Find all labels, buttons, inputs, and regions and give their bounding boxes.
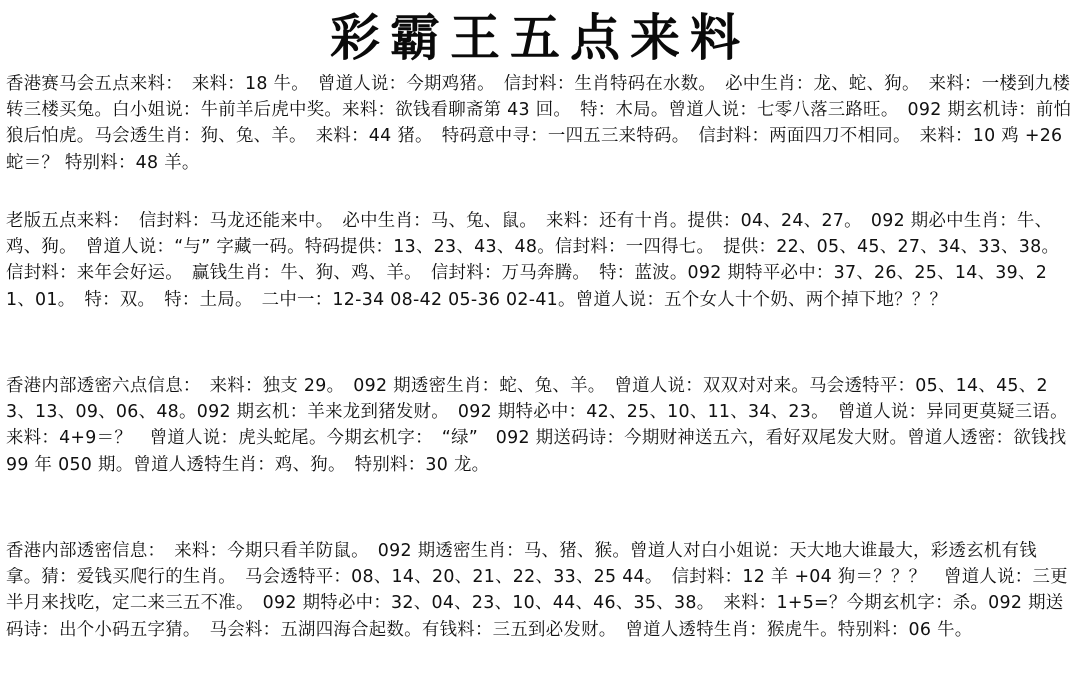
section-hk-internal-info: 香港内部透密信息： 来料：今期只看羊防鼠。 092 期透密生肖：马、猪、猴。曾道人对白小姐说：天大地大谁最大，彩透玄机有钱拿。猜：爱钱买爬行的生肖。 马会透特平：08、14、20、21、22、33、25 44。 信封料：12 羊 +04 狗＝？？？ 曾道人说：三更半月来找吃，定二来三五不准。 092 期特必中：32、04、23、10、44、46、35、38。 来料：1+5=？今期玄机字：杀。092 期送码诗：出个小码五字猜。 马会料：五湖四海合起数。有钱料：三五到必发财。 曾道人透特生肖：猴虎牛。特别料：06 牛。 xyxy=(6,541,1068,640)
page-title: 彩霸王五点来料 xyxy=(330,8,750,67)
section-hk-internal-six-point: 香港内部透密六点信息： 来料：独支 29。 092 期透密生肖：蛇、兔、羊。 曾道人说：双双对对来。马会透特平：05、14、45、23、13、09、06、48。092 期玄机：羊来龙到猪发财。 092 期特必中：42、25、10、11、34、23。 曾道人说：异同更莫疑三语。 来料：4+9＝？ 曾道人说：虎头蛇尾。今期玄机字： “绿” 092 期送码诗：今期财神送五六，看好双尾发大财。曾道人透密：欲钱找 99 年 050 期。曾道人透特生肖：鸡、狗。 特别料：30 龙。 xyxy=(6,376,1077,475)
section-hk-jockey-five-point: 香港赛马会五点来料： 来料：18 牛。 曾道人说：今期鸡猪。 信封料：生肖特码在水数。 必中生肖：龙、蛇、狗。 来料：一楼到九楼转三楼买兔。白小姐说：牛前羊后虎中奖。来料：欲钱看聊斋第 43 回。 特：木局。曾道人说：七零八落三路旺。 092 期玄机诗：前怕狼后怕虎。马会透生肖：狗、兔、羊。 来料：44 猪。 特码意中寻：一四五三来特码。 信封料：两面四刀不相同。 来料：10 鸡 +26 蛇＝？ 特别料：48 羊。 xyxy=(6,74,1072,173)
section-old-edition-five-point: 老版五点来料： 信封料：马龙还能来中。 必中生肖：马、兔、鼠。 来料：还有十肖。提供：04、24、27。 092 期必中生肖：牛、鸡、狗。 曾道人说：“与” 字藏一码。特码提供：13、23、43、48。信封料：一四得七。 提供：22、05、45、27、34、33、38。 信封料：来年会好运。 赢钱生肖：牛、狗、鸡、羊。 信封料：万马奔腾。 特：蓝波。092 期特平必中：37、26、25、14、39、21、01。 特：双。 特：土局。 二中一：12-34 08-42 05-36 02-41。曾道人说：五个女人十个奶、两个掉下地？？？ xyxy=(6,211,1069,310)
